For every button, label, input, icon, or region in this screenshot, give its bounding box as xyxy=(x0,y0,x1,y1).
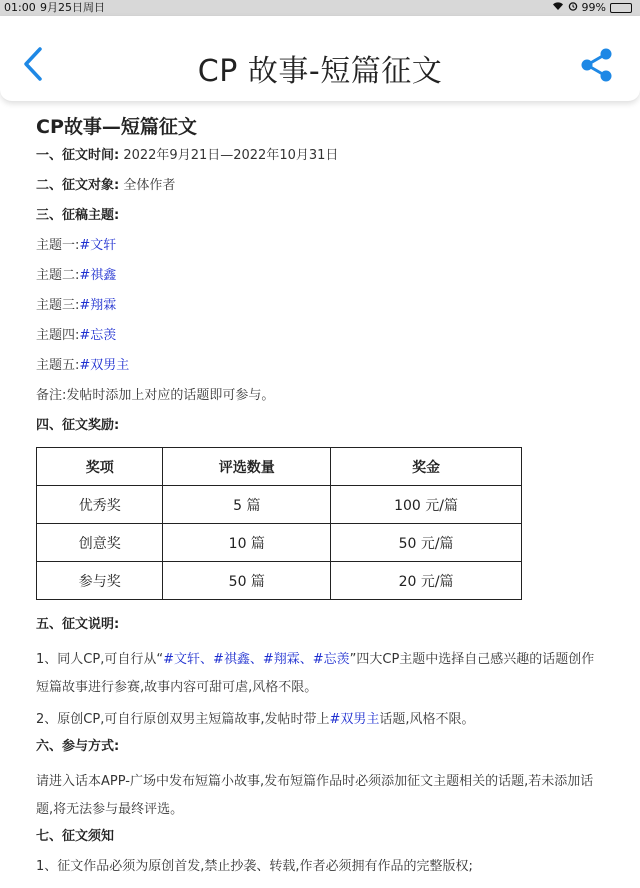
table-row xyxy=(37,486,522,524)
status-date: 9月25日周日 xyxy=(40,1,105,14)
topic-tag-link[interactable]: #双男主 xyxy=(79,358,130,373)
topic-tag-link[interactable]: #文轩 xyxy=(79,238,117,253)
section-reward-label: 四、征文奖励: xyxy=(36,418,120,433)
table-cell: 优秀奖 xyxy=(37,486,163,524)
table-cell: 20 元/篇 xyxy=(331,562,522,600)
wifi-icon xyxy=(552,0,564,16)
table-cell: 创意奖 xyxy=(37,524,163,562)
share-icon xyxy=(580,48,614,82)
explain-2-suffix: 话题,风格不限。 xyxy=(379,712,475,727)
explain-item-1 xyxy=(36,646,596,702)
explain-2-prefix: 2、原创CP,可自行原创双男主短篇故事,发帖时带上 xyxy=(36,712,330,727)
note-text: 备注:发帖时添加上对应的话题即可参与。 xyxy=(36,388,275,403)
battery-icon xyxy=(610,3,632,13)
topic-item-5 xyxy=(36,357,596,375)
prize-table xyxy=(36,447,522,600)
section-explain-label: 五、征文说明: xyxy=(36,617,120,632)
page-title: CP 故事-短篇征文 xyxy=(197,54,443,89)
topic-label: 主题四: xyxy=(36,328,80,343)
share-button[interactable] xyxy=(580,48,614,82)
section-explain-heading xyxy=(36,616,596,634)
table-row xyxy=(37,524,522,562)
table-header-cell: 奖金 xyxy=(331,448,522,486)
section-join-heading xyxy=(36,738,596,756)
topic-item-4 xyxy=(36,327,596,345)
explain-item-2 xyxy=(36,706,596,734)
table-header-cell: 奖项 xyxy=(37,448,163,486)
section-target xyxy=(36,177,596,195)
table-cell: 参与奖 xyxy=(37,562,163,600)
section-time-value: 2022年9月21日—2022年10月31日 xyxy=(123,148,339,163)
topic-tag-link[interactable]: #忘羡 xyxy=(79,328,117,343)
section-time xyxy=(36,147,596,165)
section-topics-label: 三、征稿主题: xyxy=(36,208,120,223)
table-cell: 50 元/篇 xyxy=(331,524,522,562)
status-time: 01:00 xyxy=(4,1,36,14)
topic-item-2 xyxy=(36,267,596,285)
article-content xyxy=(36,112,596,888)
battery-percent: 99% xyxy=(581,1,606,14)
rule-item-1: 1、征文作品必须为原创首发,禁止抄袭、转载,作者必须拥有作品的完整版权; xyxy=(36,859,473,874)
explain-1-suffix: ”四大CP主题中选择自己感兴趣的话题创作短篇故事进行参赛,故事内容可甜可虐,风格不限。 xyxy=(36,652,595,695)
topic-label: 主题五: xyxy=(36,358,80,373)
status-bar xyxy=(0,0,640,16)
section-time-label: 一、征文时间: xyxy=(36,148,120,163)
table-cell: 100 元/篇 xyxy=(331,486,522,524)
section-rules-heading xyxy=(36,828,596,846)
topic-tag-link[interactable]: #翔霖 xyxy=(79,298,117,313)
explain-1-prefix: 1、同人CP,可自行从“ xyxy=(36,652,164,667)
section-rules-label: 七、征文须知 xyxy=(36,829,115,844)
topic-item-3 xyxy=(36,297,596,315)
status-right xyxy=(552,0,632,16)
section-target-value: 全体作者 xyxy=(123,178,176,193)
section-topics-heading xyxy=(36,207,596,225)
topic-item-1 xyxy=(36,237,596,255)
table-header-cell: 评选数量 xyxy=(163,448,331,486)
explain-1-tags-link[interactable]: #文轩、#祺鑫、#翔霖、#忘羡 xyxy=(163,652,350,667)
join-text: 请进入话本APP-广场中发布短篇小故事,发布短篇作品时必须添加征文主题相关的话题,若未添加话题,将无法参与最终评选。 xyxy=(36,774,594,817)
topic-label: 主题三: xyxy=(36,298,80,313)
topic-tag-link[interactable]: #祺鑫 xyxy=(79,268,117,283)
table-cell: 50 篇 xyxy=(163,562,331,600)
topic-label: 主题二: xyxy=(36,268,80,283)
table-row xyxy=(37,562,522,600)
article-title: CP故事—短篇征文 xyxy=(36,116,197,138)
table-cell: 10 篇 xyxy=(163,524,331,562)
section-target-label: 二、征文对象: xyxy=(36,178,120,193)
section-join-label: 六、参与方式: xyxy=(36,739,120,754)
table-header-row xyxy=(37,448,522,486)
section-reward-heading xyxy=(36,417,596,435)
explain-2-tag-link[interactable]: #双男主 xyxy=(329,712,380,727)
table-cell: 5 篇 xyxy=(163,486,331,524)
topic-label: 主题一: xyxy=(36,238,80,253)
alarm-icon xyxy=(568,0,578,16)
nav-bar xyxy=(0,16,640,102)
